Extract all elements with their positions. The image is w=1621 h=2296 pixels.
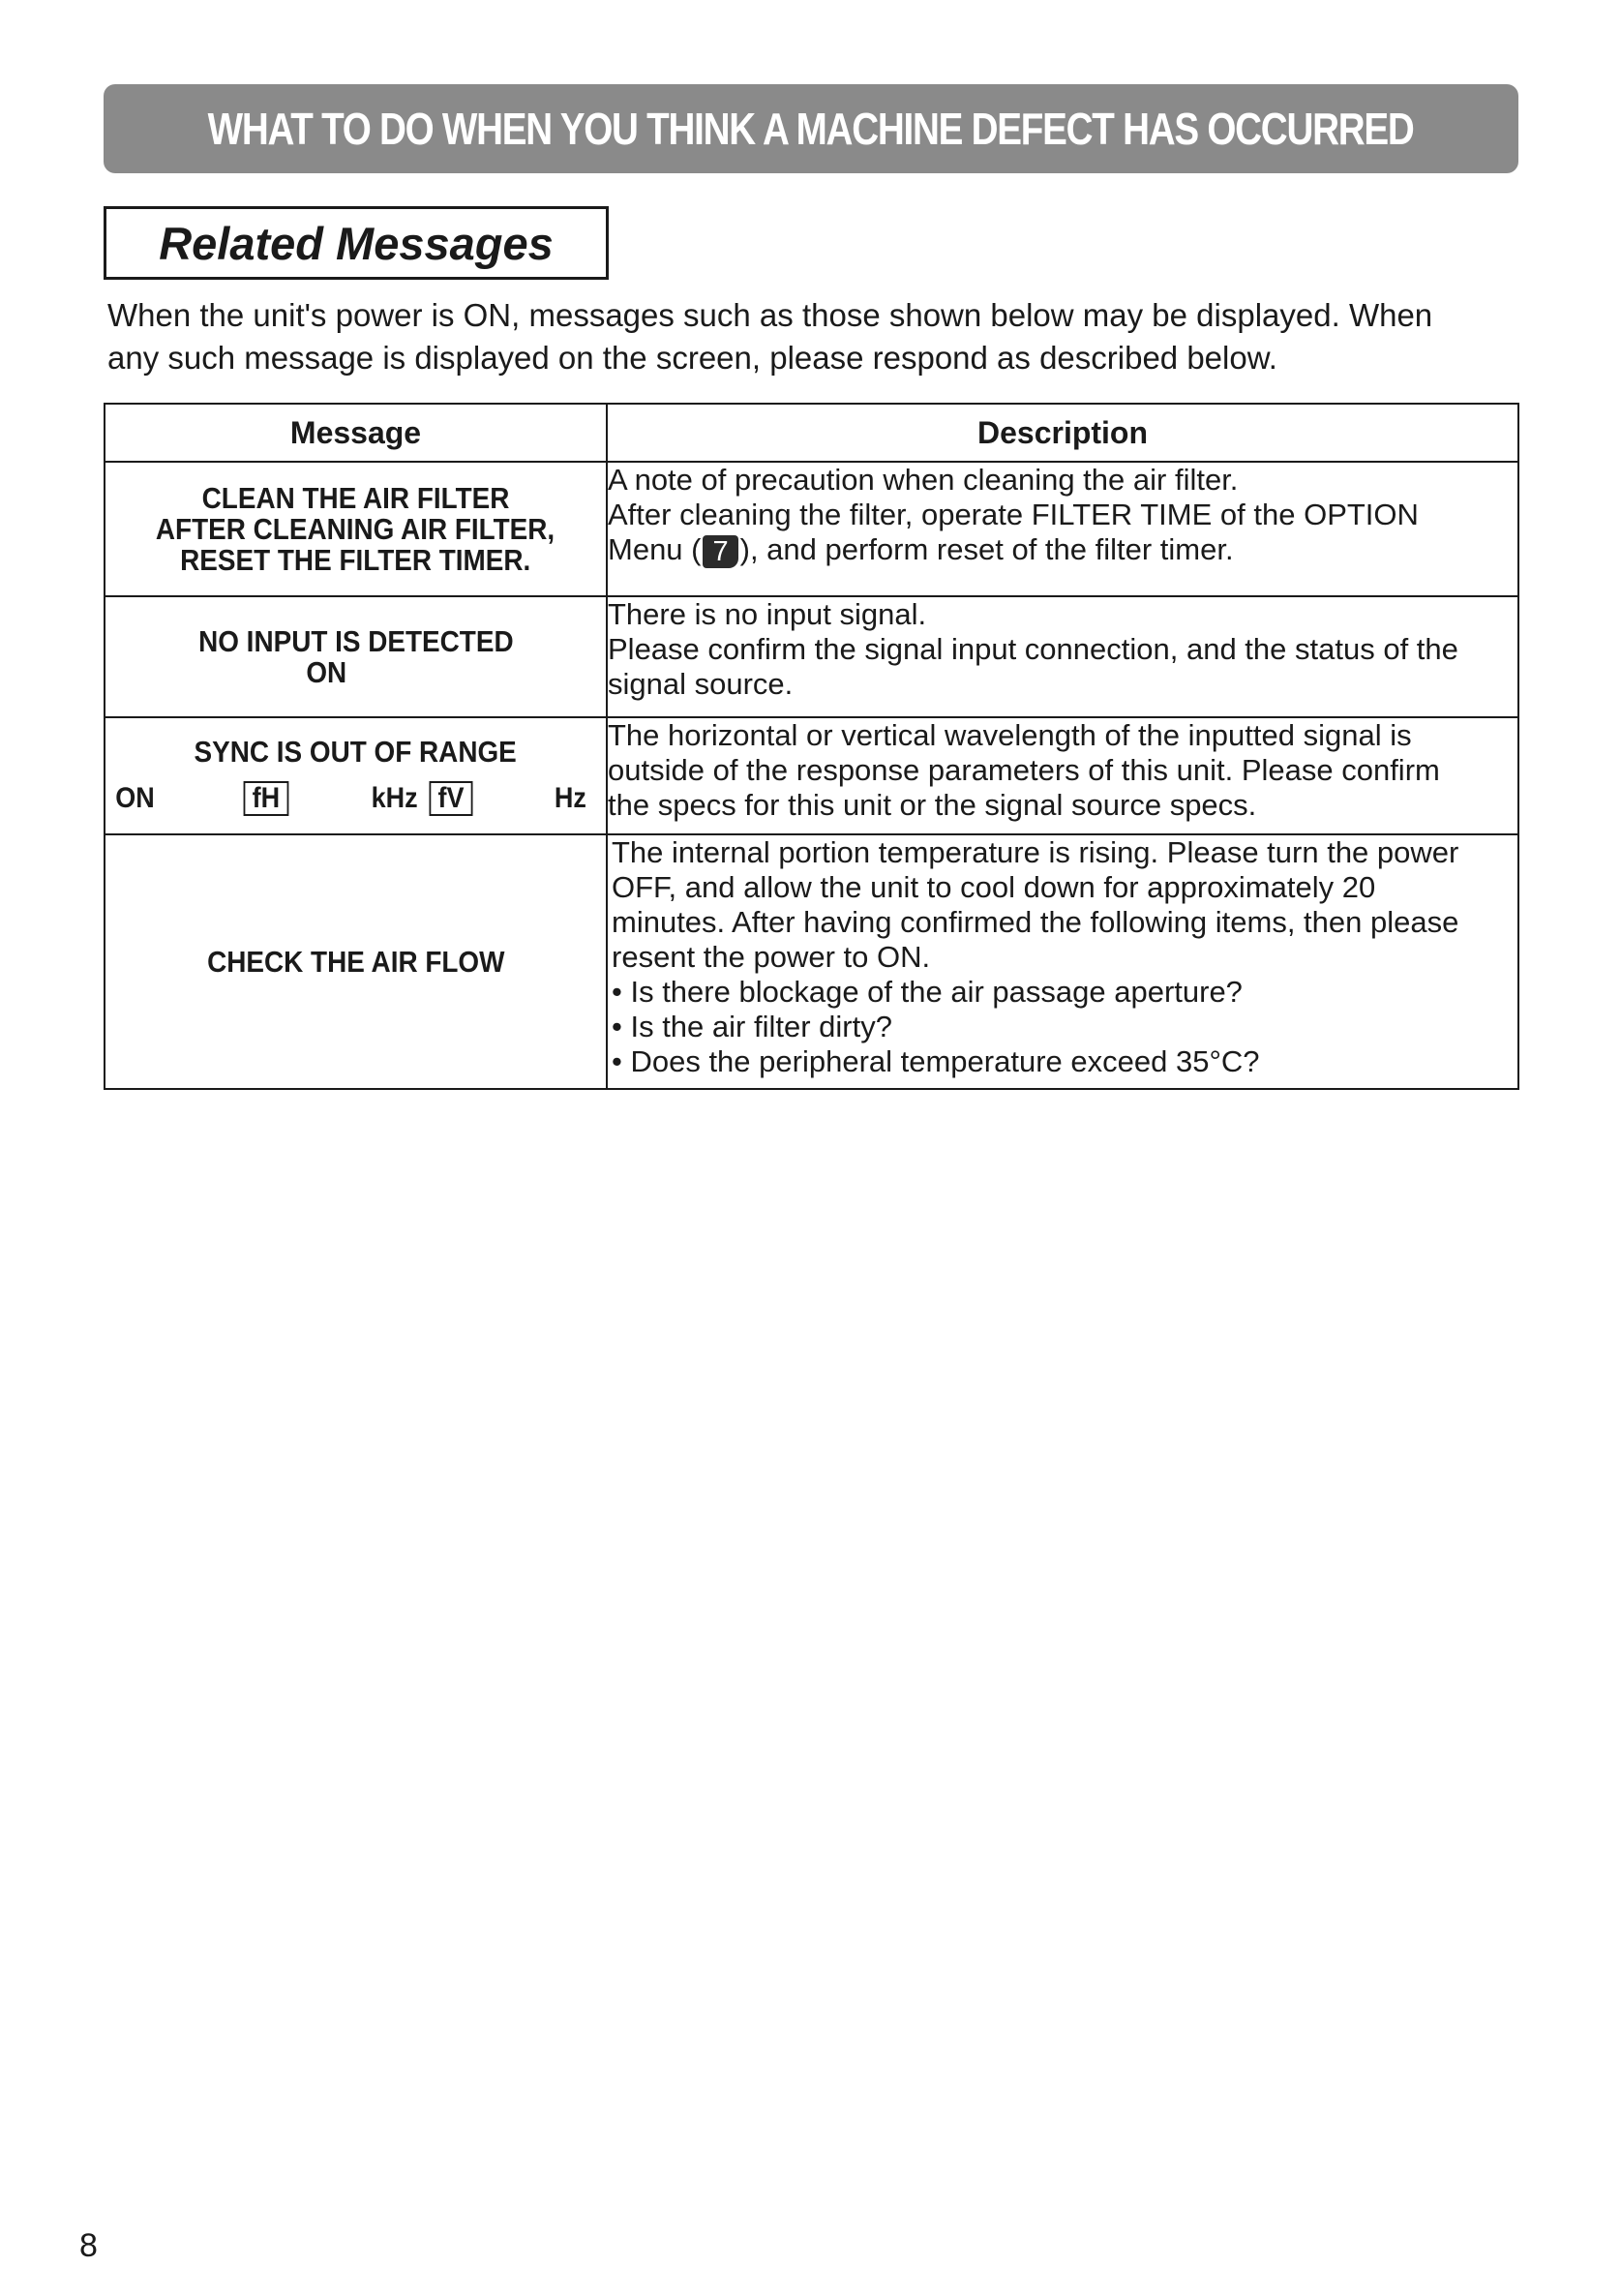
message-line: NO INPUT IS DETECTED <box>197 623 514 658</box>
description-line: the specs for this unit or the signal source specs. <box>608 788 1257 822</box>
description-cell <box>607 717 1518 834</box>
description-line: After cleaning the filter, operate FILTER TIME of the OPTION <box>608 498 1419 531</box>
fh-value-box: fH <box>243 781 287 816</box>
description-line: Please confirm the signal input connection, and the status of the <box>608 632 1458 666</box>
description-line: There is no input signal. <box>608 597 927 631</box>
table-row <box>105 596 1518 717</box>
sync-frequency-readout <box>105 781 606 816</box>
description-cell <box>607 834 1518 1089</box>
description-cell <box>607 462 1518 596</box>
message-cell <box>105 834 607 1089</box>
message-line: SYNC IS OUT OF RANGE <box>194 734 518 769</box>
description-line: OFF, and allow the unit to cool down for approximately 20 <box>612 870 1376 904</box>
table-header-row <box>105 404 1518 462</box>
intro-paragraph <box>107 294 1530 379</box>
description-cell <box>607 596 1518 717</box>
table-row <box>105 834 1518 1089</box>
message-line: RESET THE FILTER TIMER. <box>180 542 531 577</box>
description-text: ), and perform reset of the filter timer. <box>739 532 1234 566</box>
column-header-description: Description <box>607 404 1518 462</box>
sync-on-label: ON <box>115 781 155 814</box>
bullet-item: • Is the air filter dirty? <box>612 1010 892 1043</box>
message-cell <box>105 596 607 717</box>
intro-line: any such message is displayed on the screen, please respond as described below. <box>107 340 1277 376</box>
page-reference-badge: 7 <box>703 535 737 568</box>
message-line: AFTER CLEANING AIR FILTER, <box>156 511 555 546</box>
messages-table <box>104 403 1519 1090</box>
message-line: CLEAN THE AIR FILTER <box>201 480 510 515</box>
description-line: resent the power to ON. <box>612 940 931 974</box>
description-line: minutes. After having confirmed the following items, then please <box>612 905 1459 939</box>
hz-unit: Hz <box>555 781 587 814</box>
banner-title: WHAT TO DO WHEN YOU THINK A MACHINE DEFECT HAS OCCURRED <box>208 104 1414 154</box>
page-number: 8 <box>79 2227 98 2264</box>
description-line: The internal portion temperature is rising. Please turn the power <box>612 835 1459 869</box>
khz-unit: kHz <box>371 781 418 814</box>
description-line <box>608 532 1517 568</box>
section-title: Related Messages <box>159 217 554 269</box>
table-row <box>105 462 1518 596</box>
fv-value-box: fV <box>429 781 472 816</box>
message-cell <box>105 462 607 596</box>
column-header-message: Message <box>105 404 607 462</box>
section-banner <box>104 84 1518 173</box>
message-line: ON <box>306 654 347 689</box>
description-line: outside of the response parameters of this unit. Please confirm <box>608 753 1440 787</box>
bullet-item: • Does the peripheral temperature exceed 35°C? <box>612 1044 1260 1078</box>
description-text: Menu ( <box>608 532 702 566</box>
intro-line: When the unit's power is ON, messages such as those shown below may be displayed. When <box>107 297 1433 333</box>
description-line: The horizontal or vertical wavelength of the inputted signal is <box>608 718 1412 752</box>
description-line: A note of precaution when cleaning the air filter. <box>608 463 1239 497</box>
bullet-item: • Is there blockage of the air passage aperture? <box>612 975 1243 1009</box>
table-row <box>105 717 1518 834</box>
fv-group <box>369 781 474 816</box>
section-heading-box <box>104 206 609 280</box>
message-line: CHECK THE AIR FLOW <box>206 944 505 979</box>
message-cell <box>105 717 607 834</box>
description-line: signal source. <box>608 667 794 701</box>
